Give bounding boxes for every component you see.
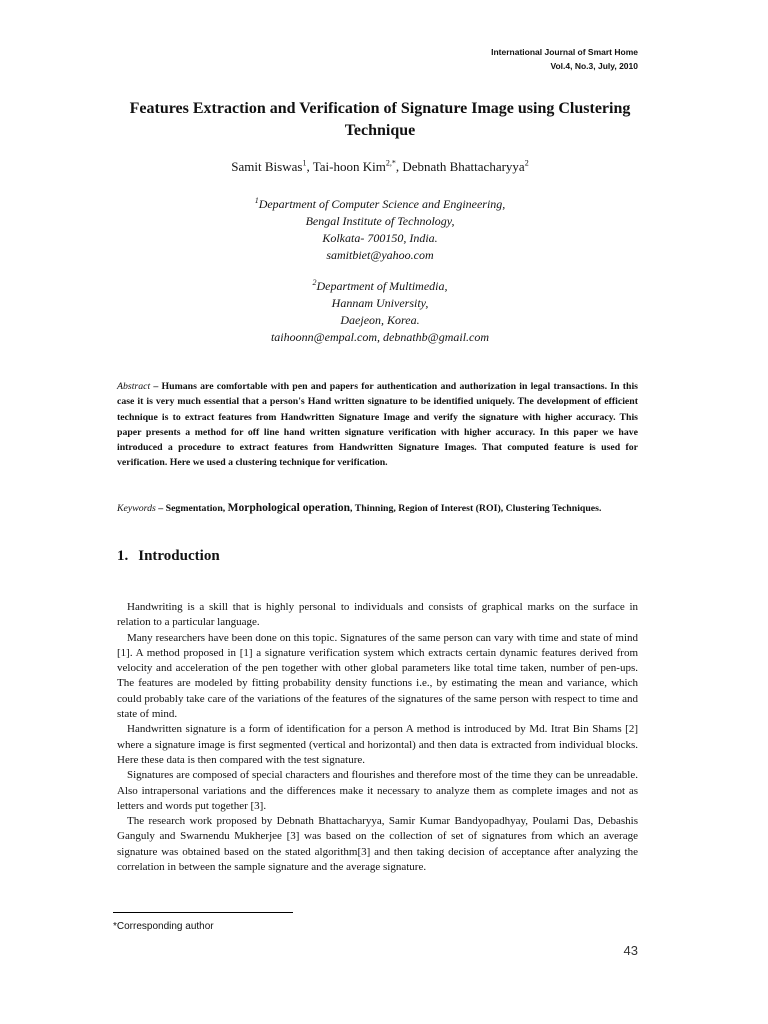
body-paragraph: The research work proposed by Debnath Bhattacharyya, Samir Kumar Bandyopadhyay, Poulami Das, Debashis Ganguly and Swarnendu Mukherjee [3] was based on the collection of set of signatures from which an average signature was obtained based on the stated algorithm[3] and then taking decision of acceptance after analyzing the correlation in between the sample signature and the average signature. [117, 815, 638, 874]
body-paragraph: Signatures are composed of special characters and flourishes and therefore most of the time they can be unreadable. Also intrapersonal variations and the differences make it necessary to analyze them as complete images and not as letters and words put together [3]. [117, 769, 638, 812]
abstract-text: Humans are comfortable with pen and papers for authentication and authorization in legal transactions. In this case it is very much essential that a person's Hand written signature to be identified uniquely. The development of efficient technique is to extract features from Handwritten Signature Image and verify the signature with higher accuracy. This paper presents a method for off line hand written signature verification with higher accuracy. In this paper we have introduced a procedure to extract features from Handwritten Signature Images. That computed feature is used for verification. Here we used a clustering technique for verification. [117, 381, 638, 469]
paper-title: Features Extraction and Verification of Signature Image using Clustering Technique [129, 100, 631, 139]
section-heading [117, 548, 230, 565]
author-separator: , [306, 159, 313, 174]
affiliation-location: Daejeon, Korea. [340, 313, 420, 327]
affiliation-institute: Bengal Institute of Technology, [305, 214, 455, 228]
author-superscript: 2 [524, 158, 529, 168]
abstract-label: Abstract [117, 381, 151, 392]
section-number: 1. [117, 548, 129, 564]
journal-name: International Journal of Smart Home [491, 47, 638, 57]
keywords-emphasis: Morphological operation [227, 502, 351, 514]
affiliation-department: Department of Computer Science and Engineering, [258, 197, 506, 211]
author-superscript: 2,* [385, 158, 396, 168]
affiliation-email: taihoonn@empal.com, debnathb@gmail.com [270, 330, 490, 344]
author-name: Samit Biswas [231, 159, 303, 174]
author-name: Tai-hoon Kim [312, 159, 386, 174]
affiliation-email: samitbiet@yahoo.com [326, 248, 434, 262]
affiliation-department: Department of Multimedia, [316, 279, 448, 293]
affiliation-number: 1 [254, 196, 259, 205]
affiliation-location: Kolkata- 700150, India. [322, 231, 438, 245]
introduction-body [117, 600, 638, 875]
abstract-dash: – [150, 381, 162, 392]
body-paragraph: Many researchers have been done on this topic. Signatures of the same person can vary with time and state of mind [1]. A method proposed in [1] a signature verification system which extracts certain dynamic features derived from velocity and acceleration of the pen together with other global parameters like total time taken, number of pen-ups. The features are modeled by fitting probability density functions i.e., by estimating the mean and variance, which could probably take care of the variations of the features of the signatures of the same person with respect to time and state of mind. [117, 631, 638, 721]
author-list [110, 158, 650, 176]
keywords-text: , Thinning, Region of Interest (ROI), Clustering Techniques. [350, 503, 602, 514]
footnote-divider [113, 912, 293, 913]
affiliation-block [110, 278, 650, 346]
body-paragraph: Handwriting is a skill that is highly personal to individuals and consists of graphical marks on the surface in relation to a particular language. [117, 601, 638, 629]
affiliation-institute: Hannam University, [331, 296, 429, 310]
section-title: Introduction [138, 548, 220, 564]
affiliation-number: 2 [312, 278, 317, 287]
abstract [117, 379, 638, 471]
affiliation-block [110, 196, 650, 264]
body-paragraph: Handwritten signature is a form of identification for a person A method is introduced by Md. Itrat Bin Shams [2] where a signature image is first segmented (vertical and horizontal) and then data is extracted from individual blocks. Here these data is then compared with the test signature. [117, 723, 638, 766]
author-name: Debnath Bhattacharyya [402, 159, 525, 174]
author-separator: , [395, 159, 403, 174]
page-number: 43 [623, 943, 638, 958]
author-superscript: 1 [302, 158, 307, 168]
footnote: *Corresponding author [113, 921, 214, 932]
journal-issue: Vol.4, No.3, July, 2010 [550, 61, 638, 71]
keywords [117, 500, 638, 517]
keywords-text: Segmentation, [165, 503, 228, 514]
keywords-dash: – [155, 503, 166, 514]
keywords-label: Keywords [117, 503, 156, 514]
